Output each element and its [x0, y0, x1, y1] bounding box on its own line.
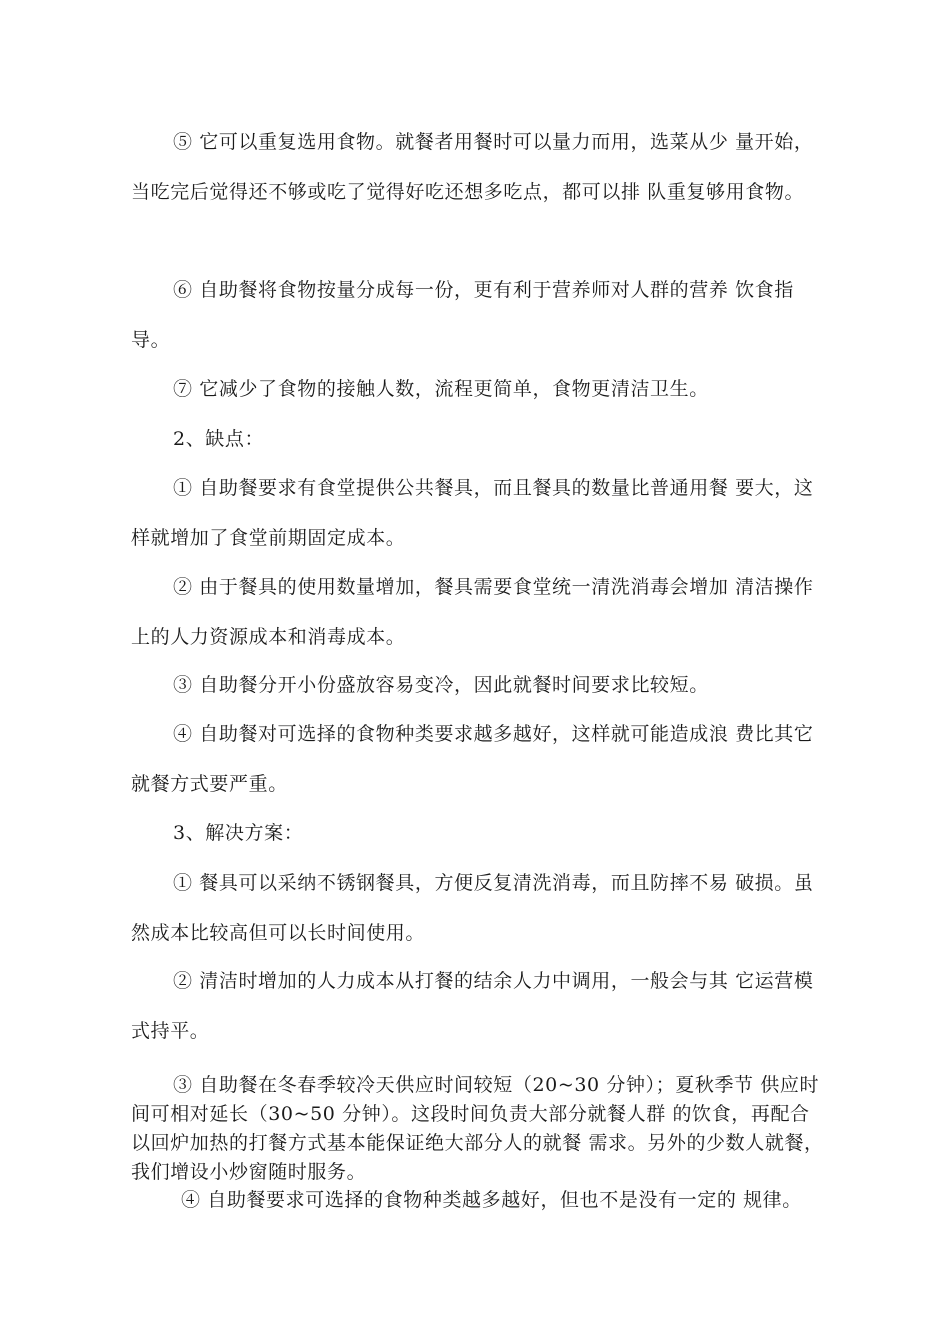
paragraph-disadvantage-1: ① 自助餐要求有食堂提供公共餐具，而且餐具的数量比普通用餐 要大，这样就增加了食堂前期固定成本。 — [131, 477, 814, 549]
heading-disadvantages: 2、缺点： — [173, 428, 265, 450]
paragraph-advantage-6: ⑥ 自助餐将食物按量分成每一份，更有利于营养师对人群的营养 饮食指导。 — [131, 279, 794, 351]
paragraph-disadvantage-2: ② 由于餐具的使用数量增加，餐具需要食堂统一清洗消毒会增加 清洁操作上的人力资源成本和消毒成本。 — [131, 576, 814, 648]
paragraph-solution-2: ② 清洁时增加的人力成本从打餐的结余人力中调用，一般会与其 它运营模式持平。 — [131, 970, 814, 1042]
paragraph-disadvantage-4: ④ 自助餐对可选择的食物种类要求越多越好，这样就可能造成浪 费比其它就餐方式要严重。 — [131, 723, 814, 795]
paragraph-solution-3: ③ 自助餐在冬春季较冷天供应时间较短（20~30 分钟）；夏秋季节 供应时间可相对延长（30~50 分钟）。这段时间负责大部分就餐人群 的饮食，再配合以回炉加热的打餐方式基本能保证绝大部分人的就餐 需求。另外的少数人就餐，我们增设小炒窗随时服务。 — [131, 1074, 824, 1183]
paragraph-advantage-5: ⑤ 它可以重复选用食物。就餐者用餐时可以量力而用，选菜从少 量开始，当吃完后觉得还不够或吃了觉得好吃还想多吃点，都可以排 队重复够用食物。 — [131, 131, 814, 203]
paragraph-solution-4: ④ 自助餐要求可选择的食物种类越多越好，但也不是没有一定的 规律。 — [181, 1189, 802, 1211]
paragraph-advantage-7: ⑦ 它减少了食物的接触人数，流程更简单，食物更清洁卫生。 — [173, 378, 709, 400]
paragraph-disadvantage-3: ③ 自助餐分开小份盛放容易变冷，因此就餐时间要求比较短。 — [173, 674, 709, 696]
paragraph-solution-1: ① 餐具可以采纳不锈钢餐具，方便反复清洗消毒，而且防摔不易 破损。虽然成本比较高但可以长时间使用。 — [131, 872, 814, 944]
heading-solutions: 3、解决方案： — [173, 822, 304, 844]
